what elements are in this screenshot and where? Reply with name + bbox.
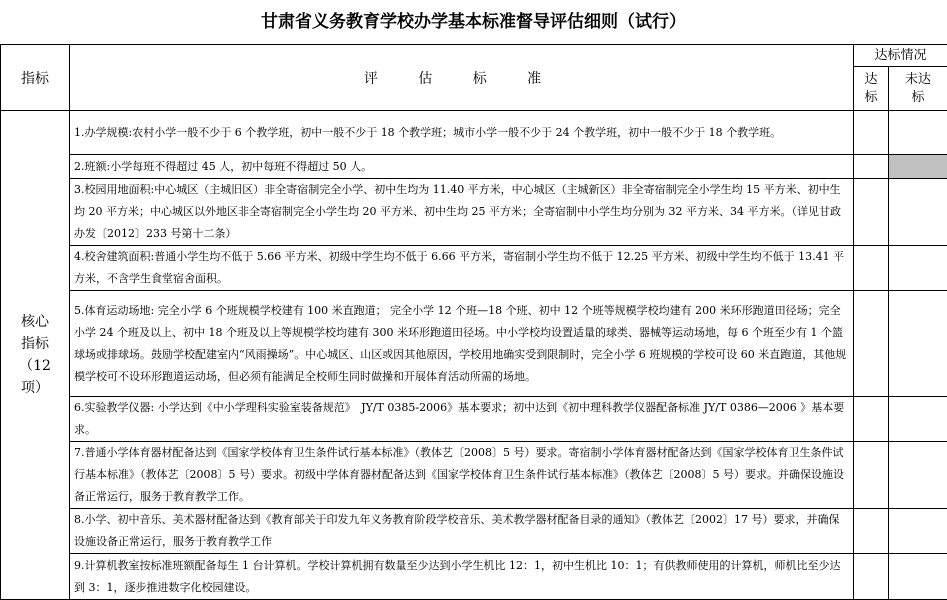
not-met-cell[interactable] <box>889 246 947 291</box>
not-met-cell[interactable] <box>889 111 947 155</box>
criterion-item: 6.实验教学仪器: 小学达到《中小学理科实验室装备规范》 JY/T 0385-2006》基本要求；初中达到《初中理科教学仪器配备标准 JY/T 0386—2006 》基本要求。 <box>70 397 854 442</box>
not-met-cell[interactable] <box>889 442 947 509</box>
criterion-item: 4.校舍建筑面积:普通小学生均不低于 5.66 平方米、初级中学生均不低于 6.66 平方米，寄宿制小学生均不低于 12.25 平方米、初级中学生均不低于 13.41 平方米，不含学生食堂宿舍面积。 <box>70 246 854 291</box>
category-line: 项） <box>1 377 69 399</box>
met-header-label: 达标 <box>864 71 878 107</box>
core-indicator-category <box>1 111 70 600</box>
category-line: 指标 <box>1 333 69 355</box>
met-cell[interactable] <box>854 111 889 155</box>
not-met-cell[interactable] <box>889 509 947 554</box>
not-met-header <box>889 67 947 111</box>
evaluation-table <box>0 44 947 600</box>
not-met-header-label: 未达标 <box>903 71 933 107</box>
met-cell[interactable] <box>854 155 889 179</box>
not-met-cell[interactable] <box>889 554 947 600</box>
criteria-header: 评 估 标 准 <box>70 45 854 111</box>
met-cell[interactable] <box>854 442 889 509</box>
criterion-item: 7.普通小学体育器材配备达到《国家学校体育卫生条件试行基本标准》（教体艺〔2008〕5 号）要求。寄宿制小学体育器材配备达到《国家学校体育卫生条件试行基本标准》（教体艺〔2008〕5 号）要求。初级中学体育器材配备达到《国家学校体育卫生条件试行基本标准》（教体艺〔2008〕5 号）要求。并确保设施设备正常运行，服务于教育教学工作。 <box>70 442 854 509</box>
met-cell[interactable] <box>854 509 889 554</box>
category-line: （12 <box>1 355 69 377</box>
not-met-cell[interactable] <box>889 397 947 442</box>
status-group-header: 达标情况 <box>854 45 947 67</box>
not-met-cell[interactable] <box>889 291 947 397</box>
met-cell[interactable] <box>854 554 889 600</box>
met-cell[interactable] <box>854 246 889 291</box>
criterion-item: 1.办学规模:农村小学一般不少于 6 个教学班，初中一般不少于 18 个教学班；城市小学一般不少于 24 个教学班，初中一般不少于 18 个教学班。 <box>70 111 854 155</box>
not-met-cell[interactable] <box>889 179 947 246</box>
criterion-item: 5.体育运动场地: 完全小学 6 个班规模学校建有 100 米直跑道； 完全小学 12 个班—18 个班、初中 12 个班等规模学校均建有 200 米环形跑道田径场；完全小学 24 个班及以上、初中 18 个班及以上等规模学校均建有 300 米环形跑道田径场。中小学校均设置适量的球类、器械等运动场地，每 6 个班至少有 1 个篮球场或排球场。鼓励学校配建室内“风雨操场”。中心城区、山区或因其他原因，学校用地确实受到限制时，完全小学 6 班规模的学校可设 60 米直跑道，其他规模学校可不设环形跑道运动场，但必须有能满足全校师生同时做操和开展体育活动所需的场地。 <box>70 291 854 397</box>
not-met-cell[interactable] <box>889 155 947 179</box>
category-line: 核心 <box>1 311 69 333</box>
indicator-header: 指标 <box>1 45 70 111</box>
criterion-item: 8.小学、初中音乐、美术器材配备达到《教育部关于印发九年义务教育阶段学校音乐、美术教学器材配备目录的通知》（教体艺〔2002〕17 号）要求，并确保设施设备正常运行，服务于教育教学工作 <box>70 509 854 554</box>
met-cell[interactable] <box>854 291 889 397</box>
criterion-item: 9.计算机教室按标准班额配备每生 1 台计算机。学校计算机拥有数量至少达到小学生机比 12：1，初中生机比 10：1；有供教师使用的计算机，师机比至少达到 3：1，逐步推进数字化校园建设。 <box>70 554 854 600</box>
met-header <box>854 67 889 111</box>
document-title: 甘肃省义务教育学校办学基本标准督导评估细则（试行） <box>0 0 947 44</box>
criterion-item: 2.班额:小学每班不得超过 45 人，初中每班不得超过 50 人。 <box>70 155 854 179</box>
met-cell[interactable] <box>854 179 889 246</box>
criterion-item: 3.校园用地面积:中心城区（主城旧区）非全寄宿制完全小学、初中生均为 11.40 平方米，中心城区（主城新区）非全寄宿制完全小学生均 15 平方米、初中生均 20 平方米；中心城区以外地区非全寄宿制完全小学生均 20 平方米、初中生均 25 平方米；全寄宿制中小学生均分别为 32 平方米、34 平方米。（详见甘政办发〔2012〕233 号第十二条） <box>70 179 854 246</box>
met-cell[interactable] <box>854 397 889 442</box>
